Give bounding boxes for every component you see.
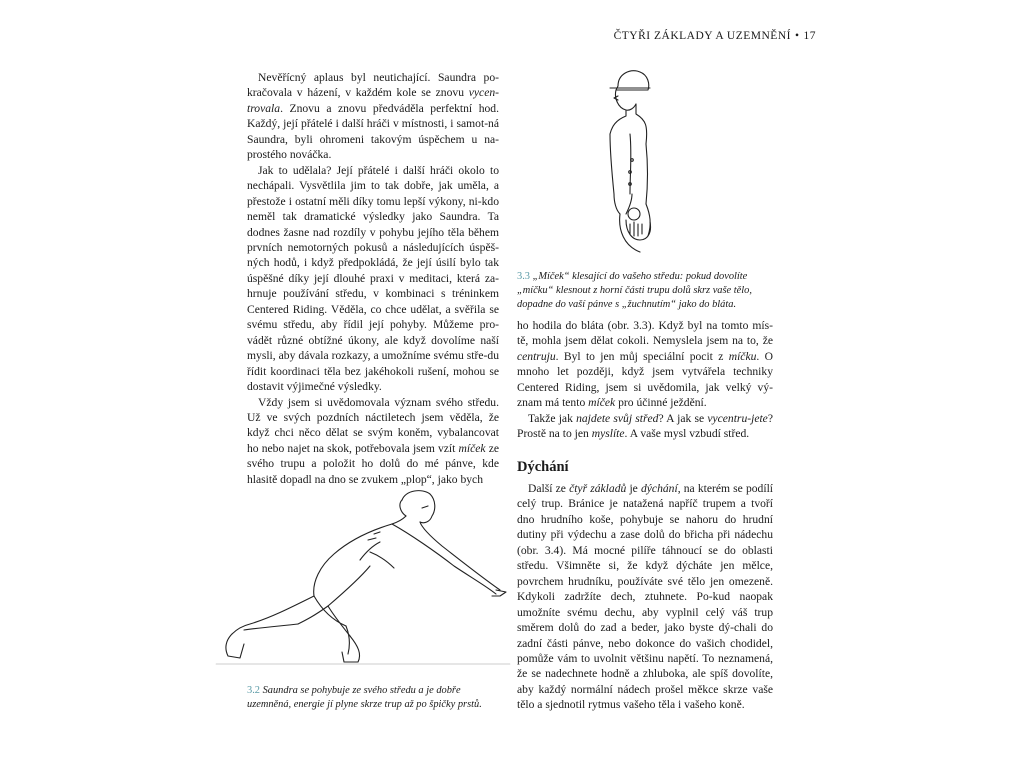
italic-run: trovala <box>247 101 281 115</box>
text-run: . Znovu a znovu předváděla perfektní hod. Každý, její přátelé i další hráči v místnosti, i samot-ná Saundra, byli ohromeni takovým úspěchem u na-prostého nováčka. <box>247 101 499 162</box>
caption-text: „Míček“ klesající do vašeho středu: pokud dovolíte „míčku“ klesnout z horní části trupu dolů skrz vaše tělo, dopadne do vaší pánve s „žuchnutím“ jako do bláta. <box>517 271 752 310</box>
text-run: . Byl to jen můj speciální pocit z <box>555 349 729 363</box>
text-run: ? A jak se <box>658 411 708 425</box>
running-header <box>614 30 816 42</box>
text-run: Další ze <box>528 482 570 495</box>
text-run: ho hodila do bláta (obr. 3.3). Když byl na tomto mís-tě, mohla jsem dělat cokoli. Nemyslela jsem na to, že <box>517 319 773 348</box>
paragraph <box>517 411 773 442</box>
header-separator: • <box>794 30 800 42</box>
figure-3-2-illustration <box>210 486 510 676</box>
text-run: ? Prostě na to jen <box>517 411 773 441</box>
paragraph <box>247 395 499 488</box>
italic-run: vycen- <box>468 86 499 100</box>
text-run: . O mnoho let později, když jsem vytvářela techniky Centered Riding, jsem si uvědomila, jak velký vý-znam má tento <box>517 349 773 410</box>
text-run: . A vaše mysl vzbudí střed. <box>624 427 750 441</box>
left-text-column <box>247 70 499 487</box>
text-run: ze svého trupu a položit ho dolů do mé pánve, kde hlasitě dopadl na dno se zvukem „plop“, jako bych <box>247 441 499 486</box>
text-run: , na kterém se podílí celý trup. Bránice je natažená napříč trupem a tvoří dno hrudního koše, pohybuje se nahoru do hrudní dutiny při výdechu a zase dolů do břicha při nádechu (obr. 3.4). Má mocné pilíře táhnoucí se do oblasti středu. Všimněte si, že když dýcháte jen mělce, povrchem hrudníku, používáte své tělo jen omezeně. Kdykoli zadržíte dech, ztuhnete. Po-kud naopak umožníte svému dechu, aby vyplnil celý váš trup směrem dolů do zad a beder, jako byste dý-chali do zadní části pánve, nebo dokonce do vašich chodidel, pomůže vám to uvolnit většinu napětí. To neznamená, že se nadechnete hodně a zhluboka, ale spíš dovolíte, aby každý normální nádech prošel měkce skrze vaše tělo a sjednotil rytmus vašeho těla i vašeho koně. <box>517 482 774 712</box>
figure-3-2-caption <box>247 684 505 712</box>
paragraph <box>517 481 773 713</box>
italic-run: dýchání <box>640 482 678 495</box>
paragraph <box>247 70 499 163</box>
paragraph <box>247 163 499 395</box>
figure-3-3-illustration <box>596 64 666 264</box>
paragraph <box>517 318 773 411</box>
figure-number: 3.3 <box>517 271 530 282</box>
text-run: Takže jak <box>528 411 577 425</box>
page-number: 17 <box>803 30 816 42</box>
text-run: Nevěřícný aplaus byl neutichající. Saundra po- <box>258 71 499 84</box>
right-text-column <box>517 318 773 442</box>
section-heading: Dýchání <box>517 459 569 475</box>
text-run: pro účinné ježdění. <box>615 396 707 410</box>
italic-run: centruju <box>517 349 556 363</box>
text-run: je <box>626 482 641 495</box>
figure-number: 3.2 <box>247 685 260 696</box>
italic-run: míčku <box>728 349 757 363</box>
caption-text: Saundra se pohybuje ze svého středu a je dobře uzemněná, energie jí plyne skrze trup až po špičky prstů. <box>247 685 482 710</box>
text-run: Vždy jsem si uvědomovala význam svého středu. Už ve svých pozdních náctiletech jsem věděla, že když chci něco dělat se svým koněm, vybalancovat ho nebo najet na skok, potřebovala jsem vzít <box>247 395 499 455</box>
italic-run: najdete svůj střed <box>576 411 659 425</box>
italic-run: vycentru-jete <box>707 411 768 425</box>
text-run: kračovala v házení, v každém kole se znovu <box>247 86 469 100</box>
text-run: Jak to udělala? Její přátelé i další hráči okolo to nechápali. Vysvětlila jim to tak dobře, jak uměla, a přestože i ostatní měli díky tomu lepší výkony, ni-kdo neměl tak dramatické výsledky jako Saundra. Ta dodnes žasne nad rozdíly v pohybu jejího těla během prvních nemotorných pokusů a následujících úspěš-ných hodů, i když předpokládá, že její úsilí bylo tak úspěšné díky její dlouhé praxi v meditaci, která za-hrnuje používání středu, v kombinaci s tréninkem Centered Riding. Věděla, co chce udělat, a svěřila se svému středu, aby řídil její pohyby. Můžeme pro-vádět různé obtížné úkony, ale když dovolíme naší mysli, aby dávala rozkazy, a umožníme svému stře-du řídit koordinaci těla bez jakéhokoli rušení, mohou se dostavit výjimečné výsledky. <box>247 163 499 394</box>
section-body <box>517 481 773 713</box>
italic-run: čtyř základů <box>569 482 627 495</box>
italic-run: míček <box>458 441 486 455</box>
italic-run: myslíte <box>591 427 625 441</box>
running-title: ČTYŘI ZÁKLADY A UZEMNĚNÍ <box>613 30 791 42</box>
italic-run: míček <box>588 396 616 410</box>
figure-3-3-caption <box>517 270 775 312</box>
